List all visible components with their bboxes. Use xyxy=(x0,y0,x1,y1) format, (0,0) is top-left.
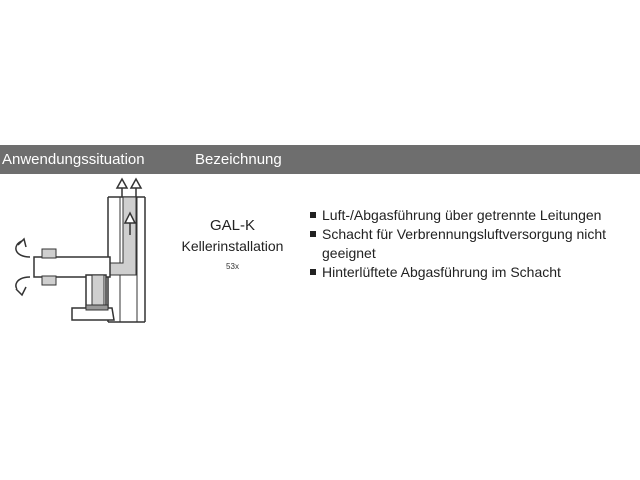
bullet-icon xyxy=(310,212,316,218)
airflow-curved-arrows-icon xyxy=(16,239,30,295)
type-number: 53x xyxy=(226,262,239,271)
list-item xyxy=(308,263,640,282)
wall-pipe xyxy=(34,257,110,277)
appliance-top xyxy=(86,305,108,310)
designation-code: GAL-K xyxy=(209,217,255,234)
installation-diagram xyxy=(0,175,175,325)
feature-text: Luft-/Abgasführung über getrennte Leitungen xyxy=(322,207,602,223)
installation-type: Kellerinstallation xyxy=(181,238,284,254)
wall-flange-bottom xyxy=(42,276,56,285)
exhaust-up-arrows-icon xyxy=(117,179,141,197)
bullet-icon xyxy=(310,269,316,275)
feature-list xyxy=(308,206,640,282)
wall-flange-top xyxy=(42,249,56,258)
list-item xyxy=(308,206,640,225)
column-header-designation: Bezeichnung xyxy=(195,151,282,168)
column-header-situation: Anwendungssituation xyxy=(2,151,145,168)
list-item xyxy=(308,225,640,263)
designation-block xyxy=(165,216,300,271)
feature-text: Hinterlüftete Abgasführung im Schacht xyxy=(322,264,561,280)
table-header xyxy=(0,145,640,174)
connector-inner xyxy=(92,275,104,307)
feature-text: Schacht für Verbrennungsluftversorgung nicht geeignet xyxy=(322,226,607,261)
bullet-icon xyxy=(310,231,316,237)
